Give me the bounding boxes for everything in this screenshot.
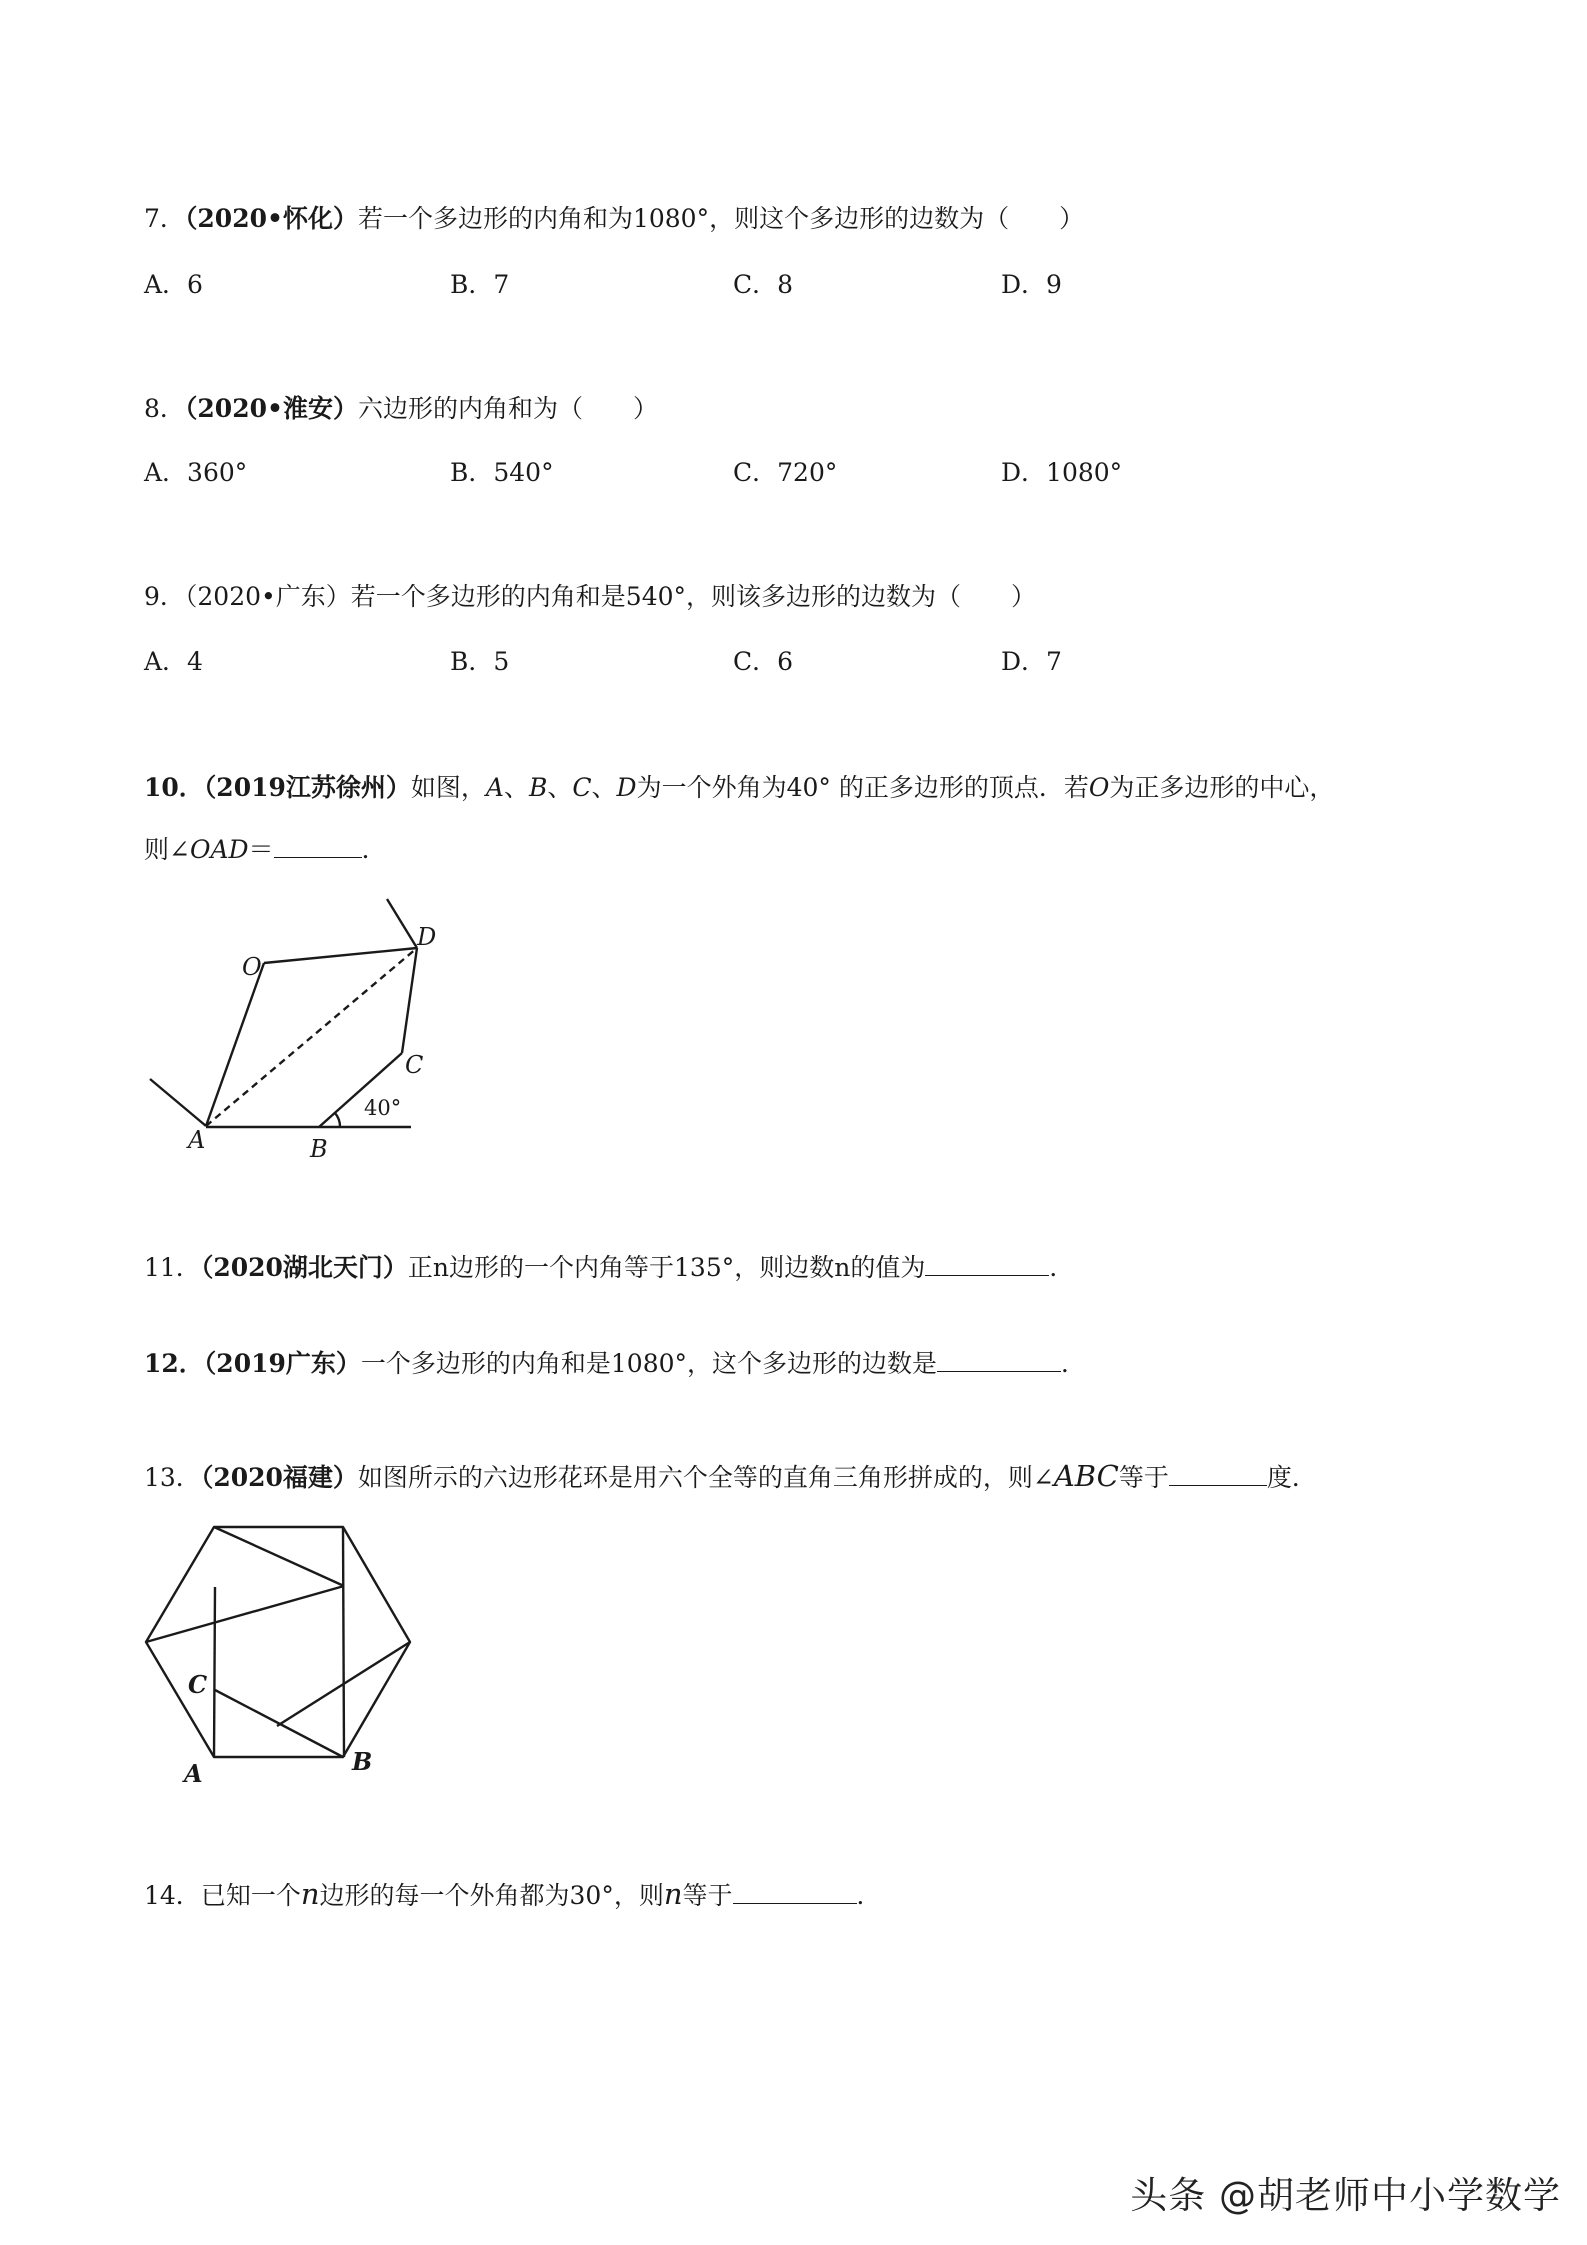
option-c: C．720° (733, 458, 838, 487)
watermark: 头条 @胡老师中小学数学 (1130, 2174, 1561, 2217)
angle-abc: ABC (1053, 1459, 1119, 1493)
label-a: A (184, 1759, 203, 1788)
option-b: B．5 (450, 647, 510, 676)
question-number: 7． (144, 204, 185, 233)
edge-d-extension (387, 899, 417, 948)
angle-arc (335, 1113, 340, 1127)
triangle-edge (214, 1527, 344, 1586)
question-source: （2019江苏徐州） (203, 773, 411, 802)
period: ． (1061, 1349, 1087, 1378)
var-n: n (300, 1877, 320, 1911)
label-d: D (417, 923, 437, 951)
answer-blank (274, 833, 362, 858)
question-source: （2020•淮安） (184, 394, 358, 423)
angle-oad: OAD (189, 835, 249, 864)
var-n: n (663, 1877, 683, 1911)
question-8 (144, 392, 658, 426)
question-number: 12． (144, 1349, 204, 1378)
question-10-line-2 (144, 833, 387, 867)
var-c: C (572, 773, 592, 802)
question-text: 正n边形的一个内角等于135°，则边数n的值为 (407, 1253, 926, 1282)
question-13 (144, 1459, 1317, 1495)
label-a: A (188, 1126, 206, 1154)
question-text: 为一个外角为40° 的正多边形的顶点．若 (636, 773, 1089, 802)
triangle-edge (343, 1527, 344, 1757)
var-o: O (1088, 773, 1110, 802)
question-text: 若一个多边形的内角和是540°，则该多边形的边数为（ ） (350, 582, 1037, 611)
question-source: （2020福建） (200, 1463, 358, 1492)
hexagon-figure-q13 (136, 1510, 426, 1790)
triangle-edge (214, 1587, 215, 1757)
edge-o-d (264, 948, 417, 963)
question-10 (144, 771, 1334, 805)
separator: 、 (591, 773, 617, 802)
question-text: 六边形的内角和为（ ） (357, 394, 658, 423)
option-a: A．6 (144, 270, 203, 299)
label-c: C (188, 1670, 208, 1699)
option-d: D．9 (1001, 270, 1062, 299)
option-c: C．8 (733, 270, 794, 299)
option-b: B．540° (450, 458, 554, 487)
separator: 、 (547, 773, 573, 802)
question-12 (144, 1347, 1086, 1381)
question-text: 边形的每一个外角都为30°，则 (319, 1881, 664, 1910)
triangle-edge (215, 1690, 343, 1757)
answer-blank (1169, 1461, 1267, 1486)
question-text: 一个多边形的内角和是1080°，这个多边形的边数是 (360, 1349, 938, 1378)
question-end: 度． (1266, 1463, 1317, 1492)
option-d: D．1080° (1001, 458, 1123, 487)
label-c: C (405, 1051, 424, 1079)
question-number: 8． (144, 394, 185, 423)
label-o: O (242, 953, 262, 981)
question-text: 如图， (410, 773, 486, 802)
question-text: 等于 (1118, 1463, 1169, 1492)
question-number: 10． (144, 773, 204, 802)
period: ． (856, 1881, 882, 1910)
label-b: B (352, 1747, 373, 1776)
question-text: 等于 (682, 1881, 733, 1910)
question-text: 则∠ (144, 835, 190, 864)
answer-blank (937, 1347, 1061, 1372)
option-d: D．7 (1001, 647, 1062, 676)
option-a: A．4 (144, 647, 203, 676)
option-c: C．6 (733, 647, 794, 676)
question-source: （2020•广东） (184, 582, 351, 611)
edge-a-extension (150, 1079, 206, 1126)
question-number: 14． (144, 1881, 201, 1910)
option-b: B．7 (450, 270, 510, 299)
answer-blank (925, 1251, 1049, 1276)
question-text: 如图所示的六边形花环是用六个全等的直角三角形拼成的，则∠ (357, 1463, 1054, 1492)
question-14 (144, 1877, 882, 1913)
question-7 (144, 202, 1084, 236)
question-source: （2020湖北天门） (200, 1253, 408, 1282)
label-b: B (310, 1135, 328, 1163)
question-text: 已知一个 (200, 1881, 301, 1910)
question-source: （2020•怀化） (184, 204, 358, 233)
equals-sign: ＝ (248, 835, 274, 864)
question-9 (144, 580, 1036, 614)
answer-blank (733, 1879, 857, 1904)
question-text: 若一个多边形的内角和为1080°，则这个多边形的边数为（ ） (357, 204, 1085, 233)
question-number: 11． (144, 1253, 201, 1282)
polygon-figure-q10 (140, 895, 440, 1170)
var-a: A (485, 773, 504, 802)
var-d: D (616, 773, 637, 802)
period: ． (361, 835, 387, 864)
question-source: （2019广东） (203, 1349, 361, 1378)
edge-d-c (402, 948, 417, 1053)
separator: 、 (503, 773, 529, 802)
question-text: 为正多边形的中心， (1109, 773, 1335, 802)
var-b: B (528, 773, 548, 802)
question-11 (144, 1251, 1074, 1285)
triangle-edge (146, 1586, 344, 1642)
question-number: 9． (144, 582, 185, 611)
option-a: A．360° (144, 458, 248, 487)
angle-label-40: 40° (364, 1096, 402, 1120)
question-number: 13． (144, 1463, 201, 1492)
period: ． (1049, 1253, 1075, 1282)
